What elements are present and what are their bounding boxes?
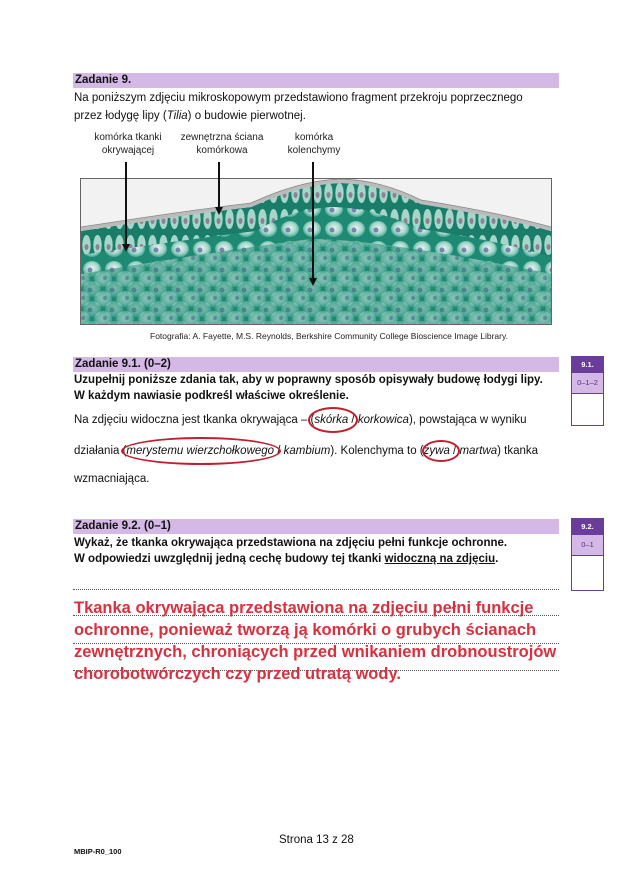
arrow-epidermis-head bbox=[122, 244, 130, 252]
micrograph-svg bbox=[81, 179, 551, 324]
task-9-2-header bbox=[73, 519, 559, 534]
label-line: komórka bbox=[294, 132, 334, 143]
option-korkowica[interactable]: korkowica bbox=[357, 414, 409, 426]
answer-line bbox=[73, 589, 559, 590]
instruction-period: . bbox=[495, 553, 499, 565]
task-9-1-header bbox=[73, 357, 559, 372]
score-input-cell[interactable] bbox=[572, 556, 603, 590]
sentence-text: działania ( bbox=[74, 445, 127, 457]
intro-line-1: Na poniższym zdjęciu mikroskopowym przedstawiono fragment przekroju poprzecznego bbox=[74, 92, 523, 104]
sentence-text: Na zdjęciu widoczna jest tkanka okrywająca – ( bbox=[74, 414, 315, 426]
answer-line-text: ochronne, ponieważ tworzą ją komórki o grubych ścianach bbox=[74, 621, 537, 639]
label-collenchyma-cell bbox=[278, 131, 350, 157]
page-number: Strona 13 z 28 bbox=[279, 834, 354, 846]
intro-line-2 bbox=[74, 107, 523, 125]
score-range: 0–1 bbox=[572, 535, 603, 556]
label-line: komórka tkanki bbox=[94, 132, 162, 143]
arrow-epidermis-line bbox=[125, 162, 127, 246]
task-9-1-title: Zadanie 9.1. (0–2) bbox=[75, 358, 171, 370]
option-separator: / bbox=[274, 445, 284, 457]
exam-code: MBIP-R0_100 bbox=[74, 847, 122, 856]
task-9-2-instruction bbox=[74, 535, 507, 567]
option-merystem[interactable]: merystemu wierzchołkowego bbox=[126, 445, 275, 457]
selection-oval-skorka bbox=[308, 407, 358, 433]
instruction-underlined: widoczną na zdjęciu bbox=[384, 553, 496, 565]
intro-text-end: ) o budowie pierwotnej. bbox=[187, 110, 306, 122]
label-line: zewnętrzna ściana bbox=[180, 132, 264, 143]
instruction-line-1: Uzupełnij poniższe zdania tak, aby w poprawny sposób opisywały budowę łodygi lipy. bbox=[74, 374, 543, 386]
sentence-text: ), powstająca w wyniku bbox=[408, 414, 527, 426]
instruction-line-2: W każdym nawiasie podkreśl właściwe określenie. bbox=[74, 390, 349, 402]
option-skorka[interactable]: skórka bbox=[314, 414, 349, 426]
instruction-line-1: Wykaż, że tkanka okrywająca przedstawiona na zdjęciu pełni funkcje ochronne. bbox=[74, 537, 508, 549]
selection-oval-merystem bbox=[121, 437, 281, 465]
option-separator: / bbox=[348, 414, 358, 426]
label-epidermis-cell bbox=[83, 131, 173, 157]
option-separator: / bbox=[449, 445, 460, 457]
label-line: okrywającej bbox=[101, 145, 155, 156]
intro-text: przez łodygę lipy ( bbox=[74, 110, 167, 122]
task-9-1-instruction bbox=[74, 372, 543, 404]
arrow-cell-wall-head bbox=[215, 207, 223, 215]
score-box-9-2 bbox=[571, 518, 604, 591]
arrow-collenchyma-head bbox=[309, 278, 317, 286]
photo-credit: Fotografia: A. Fayette, M.S. Reynolds, Berkshire Community College Bioscience Image Library. bbox=[150, 331, 508, 341]
score-box-9-1 bbox=[571, 356, 604, 426]
label-line: kolenchymy bbox=[287, 145, 341, 156]
task-9-header bbox=[73, 73, 559, 88]
task-9-2-title: Zadanie 9.2. (0–1) bbox=[75, 520, 171, 532]
score-title: 9.2. bbox=[572, 519, 603, 535]
option-zywa[interactable]: żywa bbox=[423, 445, 450, 457]
label-outer-cell-wall bbox=[172, 131, 272, 157]
task-9-title: Zadanie 9. bbox=[75, 74, 132, 86]
answer-line-text: zewnętrznych, chroniących przed wnikaniem drobnoustrojów bbox=[74, 643, 557, 661]
task-9-intro bbox=[74, 89, 523, 125]
sentence-text: ). Kolenchyma to ( bbox=[330, 445, 424, 457]
micrograph-image bbox=[80, 178, 552, 325]
answer-text[interactable] bbox=[74, 597, 556, 685]
score-input-cell[interactable] bbox=[572, 394, 603, 425]
instruction-text: W odpowiedzi uwzględnij jedną cechę budowy tej tkanki bbox=[74, 553, 385, 565]
sentence-1 bbox=[74, 411, 527, 429]
option-kambium[interactable]: kambium bbox=[283, 445, 331, 457]
selection-oval-zywa bbox=[422, 440, 460, 462]
score-title: 9.1. bbox=[572, 357, 603, 373]
answer-line-text: Tkanka okrywająca przedstawiona na zdjęciu pełni funkcje bbox=[74, 599, 534, 617]
answer-line-text: chorobotwórczych czy przed utratą wody. bbox=[74, 665, 401, 683]
arrow-cell-wall-line bbox=[218, 162, 220, 209]
option-martwa[interactable]: martwa bbox=[459, 445, 498, 457]
score-range: 0–1–2 bbox=[572, 373, 603, 394]
arrow-collenchyma-line bbox=[312, 162, 314, 280]
instruction-line-2 bbox=[74, 551, 507, 567]
label-line: komórkowa bbox=[196, 145, 248, 156]
intro-latin-name: Tilia bbox=[166, 110, 188, 122]
sentence-3: wzmacniająca. bbox=[74, 473, 150, 485]
sentence-text: ) tkanka bbox=[497, 445, 539, 457]
